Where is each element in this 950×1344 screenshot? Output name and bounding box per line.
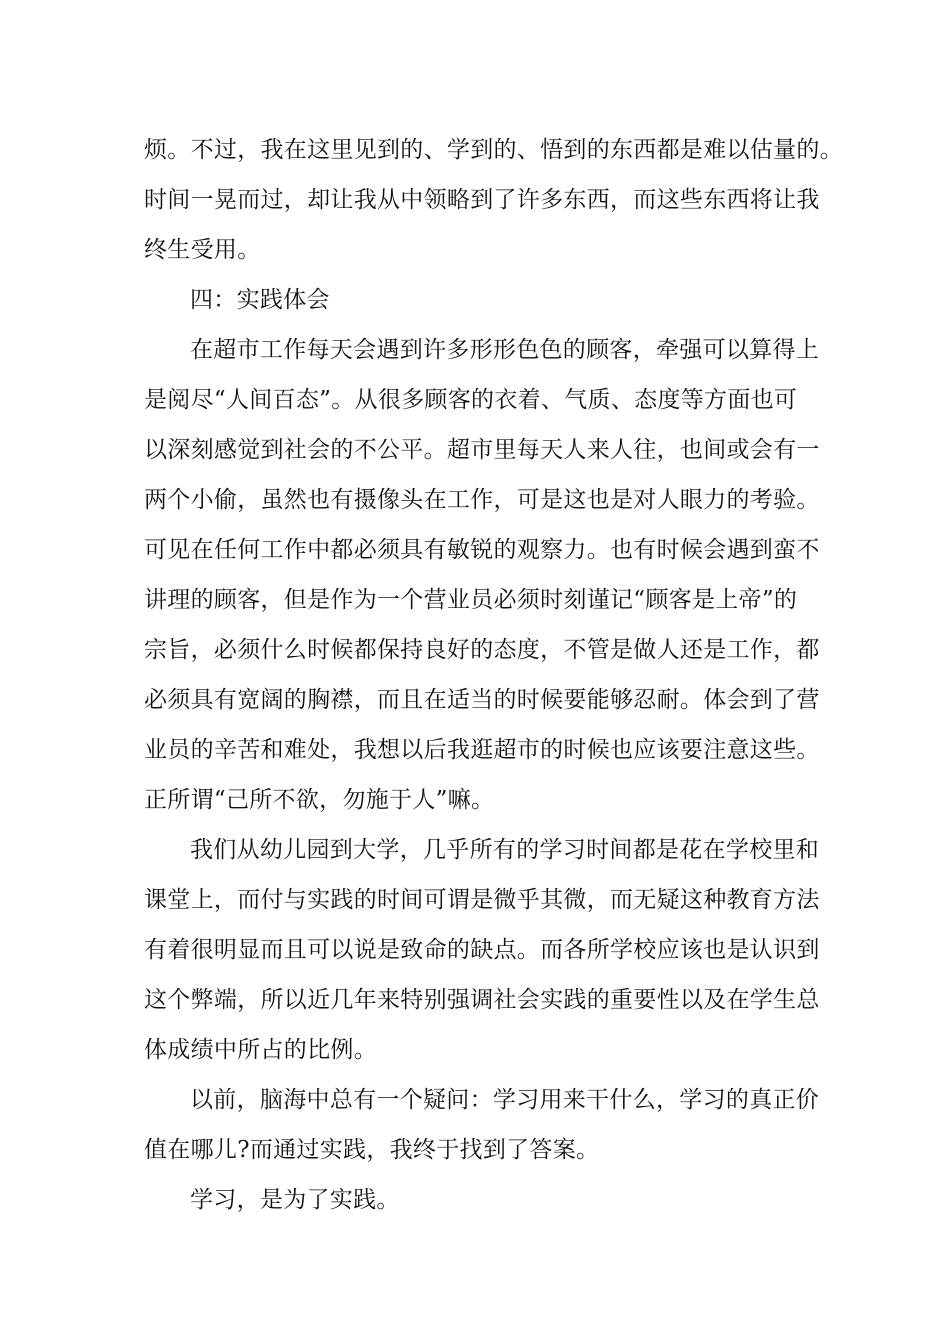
text-line: 烦。不过，我在这里见到的、学到的、悟到的东西都是难以估量的。 [144,137,843,163]
text-line: 正所谓“己所不欲，勿施于人”嘛。 [144,787,495,813]
text-line: 值在哪儿?而通过实践，我终于找到了答案。 [144,1137,600,1163]
text-line: 在超市工作每天会遇到许多形形色色的顾客，牵强可以算得上 [190,337,820,363]
text-line: 是阅尽“人间百态”。从很多顾客的衣着、气质、态度等方面也可 [144,387,798,413]
text-line: 学习，是为了实践。 [190,1187,400,1213]
text-line: 有着很明显而且可以说是致命的缺点。而各所学校应该也是认识到 [144,937,820,963]
section-heading: 四：实践体会 [190,287,330,313]
text-line: 两个小偷，虽然也有摄像头在工作，可是这也是对人眼力的考验。 [144,487,820,513]
text-line: 体成绩中所占的比例。 [144,1037,377,1063]
text-line: 业员的辛苦和难处，我想以后我逛超市的时候也应该要注意这些。 [144,737,820,763]
text-line: 时间一晃而过，却让我从中领略到了许多东西，而这些东西将让我 [144,187,820,213]
text-line: 终生受用。 [144,237,261,263]
text-line: 这个弊端，所以近几年来特别强调社会实践的重要性以及在学生总 [144,987,820,1013]
text-line: 可见在任何工作中都必须具有敏锐的观察力。也有时候会遇到蛮不 [144,537,820,563]
text-line: 课堂上，而付与实践的时间可谓是微乎其微，而无疑这种教育方法 [144,887,820,913]
text-line: 以深刻感觉到社会的不公平。超市里每天人来人往，也间或会有一 [144,437,820,463]
text-line: 讲理的顾客，但是作为一个营业员必须时刻谨记“顾客是上帝”的 [144,587,798,613]
text-line: 宗旨，必须什么时候都保持良好的态度，不管是做人还是工作，都 [144,637,820,663]
text-line: 我们从幼儿园到大学，几乎所有的学习时间都是花在学校里和 [190,837,820,863]
text-line: 以前，脑海中总有一个疑问：学习用来干什么，学习的真正价 [190,1087,820,1113]
text-line: 必须具有宽阔的胸襟，而且在适当的时候要能够忍耐。体会到了营 [144,687,820,713]
